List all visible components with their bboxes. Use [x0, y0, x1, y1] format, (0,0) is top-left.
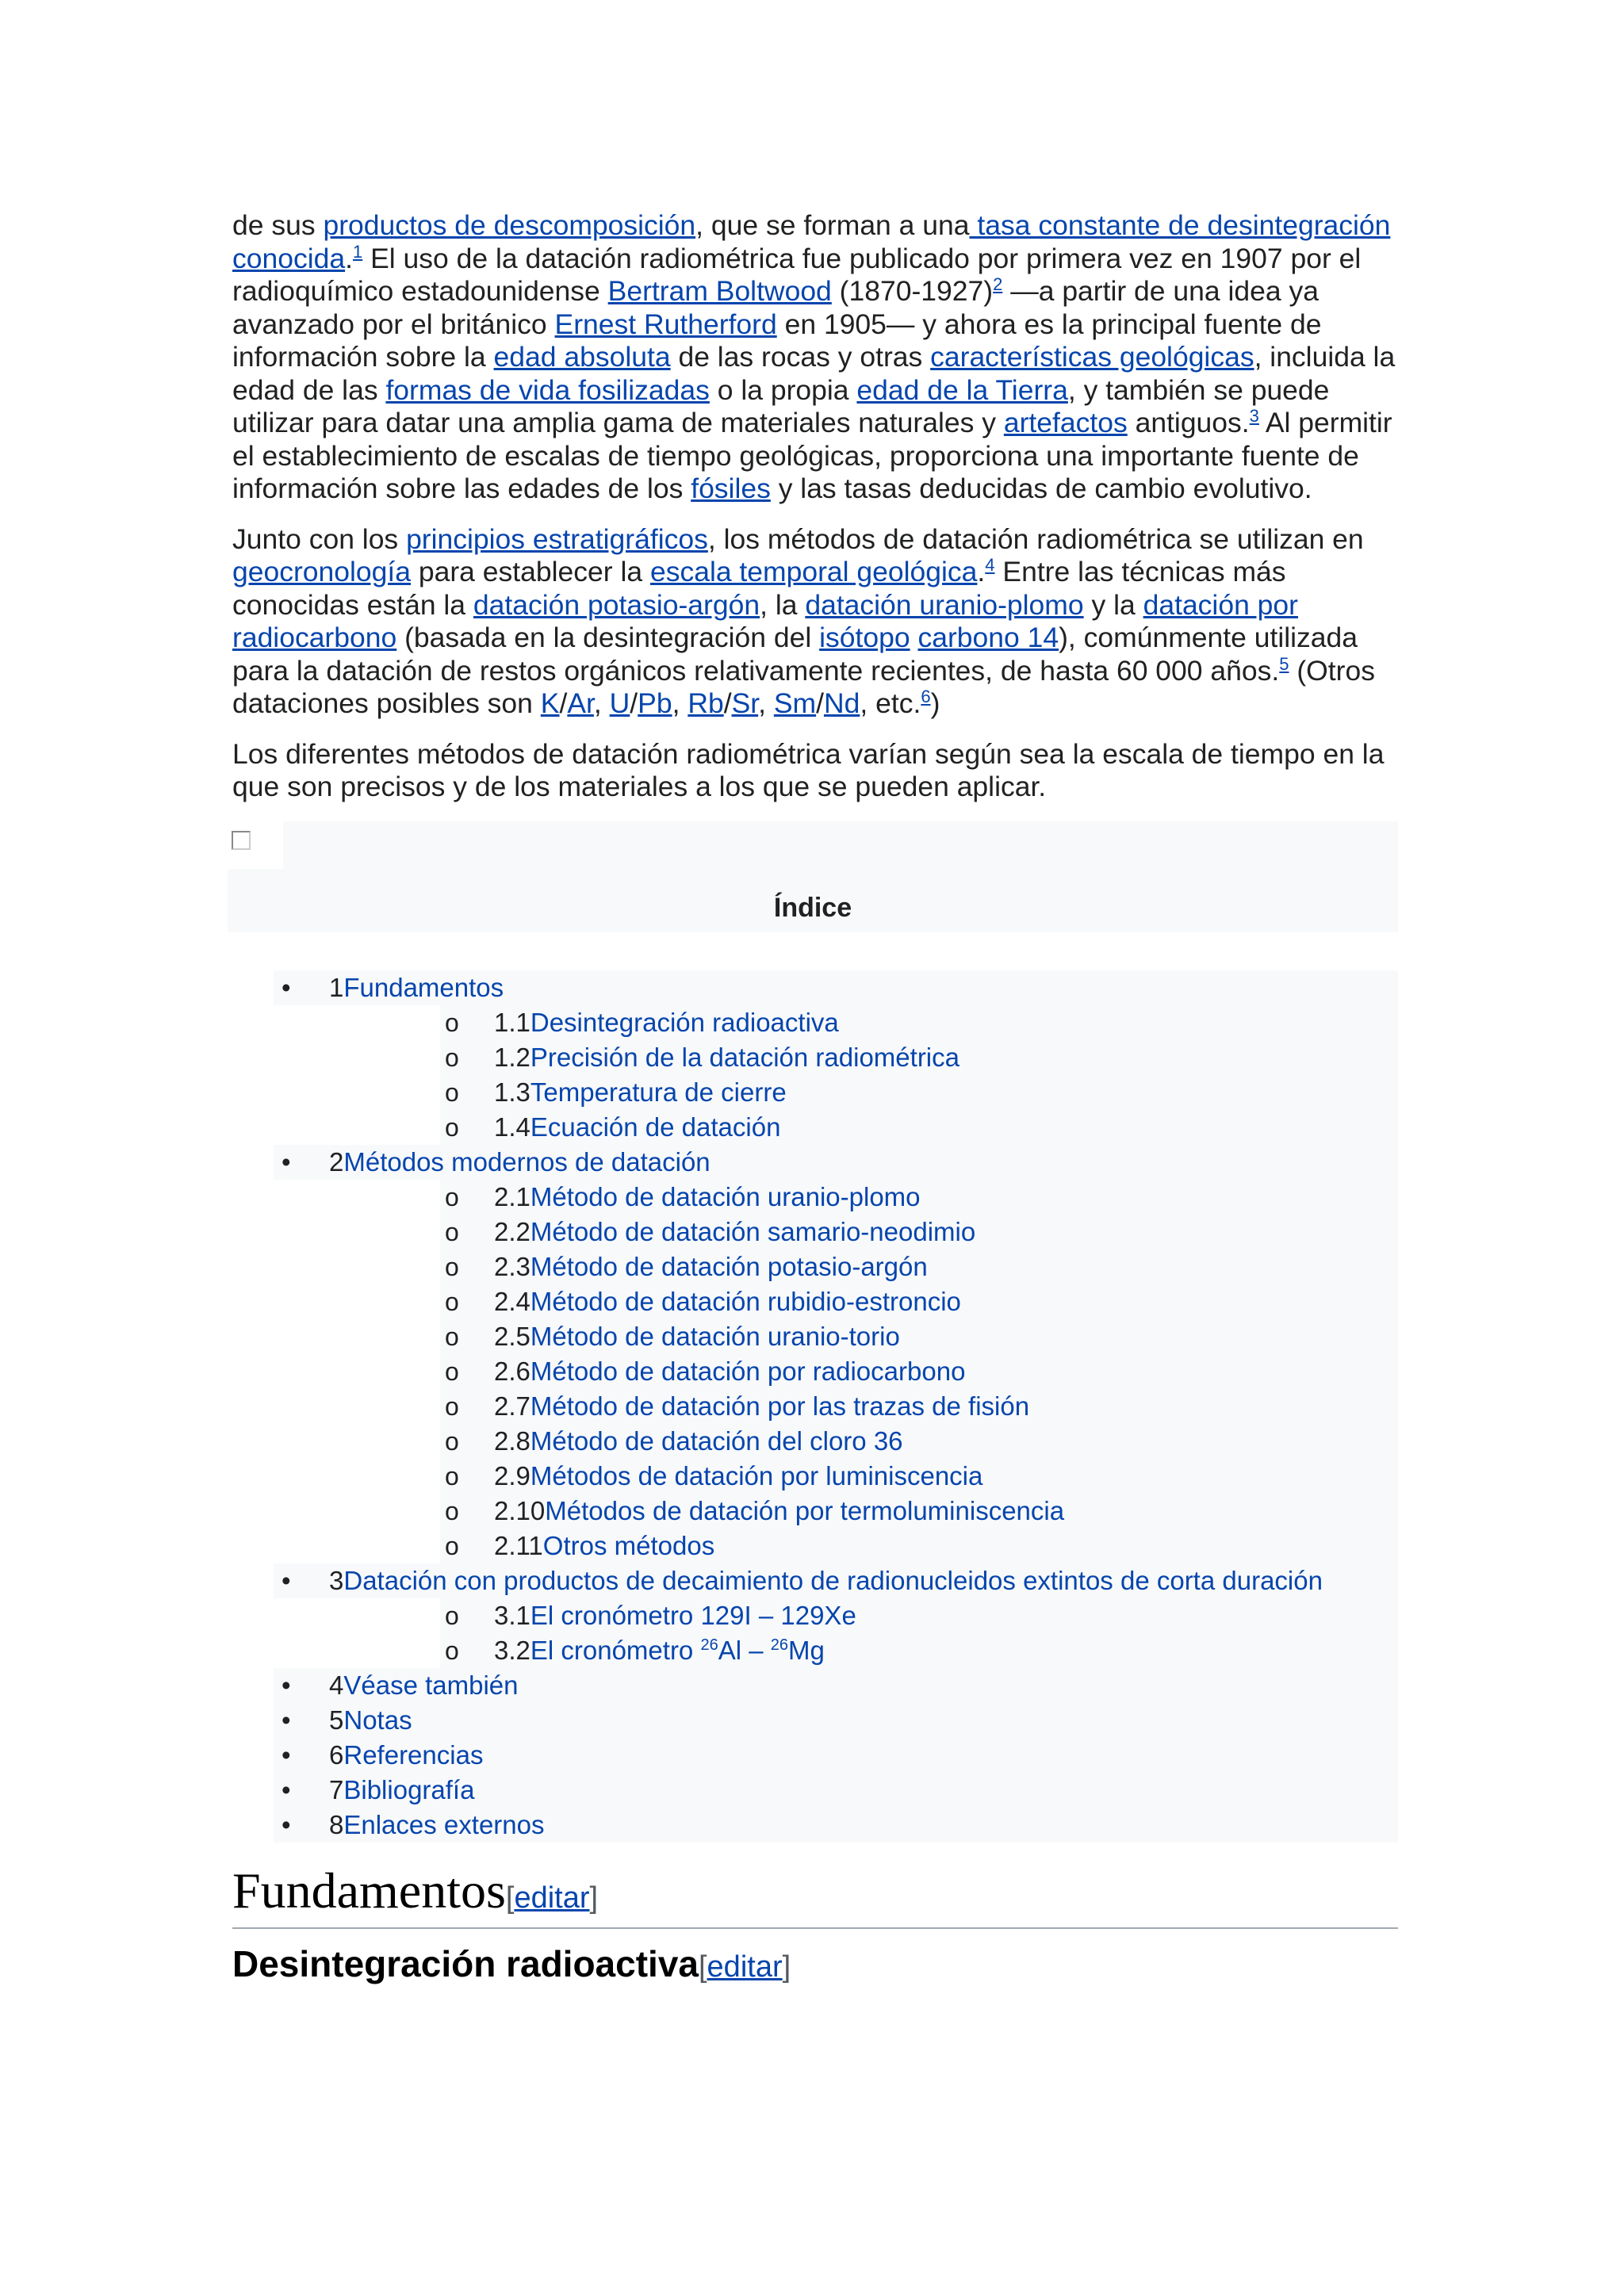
list-bullet: • [282, 1705, 291, 1735]
toc-item[interactable] [232, 1249, 1398, 1284]
toc-number: 1.4 [494, 1112, 530, 1142]
ref-2[interactable] [993, 274, 1002, 294]
ref-link[interactable]: 2 [993, 274, 1003, 295]
toc-item[interactable] [232, 1319, 1398, 1354]
toc-number: 2.3 [494, 1251, 530, 1281]
toc-link[interactable]: Métodos de datación por luminiscencia [530, 1460, 983, 1490]
toc-number: 4 [329, 1670, 344, 1700]
list-bullet: o [445, 1636, 459, 1665]
ref-link[interactable]: 3 [1249, 406, 1259, 427]
toc-item[interactable] [232, 1145, 1398, 1180]
list-bullet: • [282, 1774, 291, 1804]
text: y las tasas deducidas de cambio evolutivo. [770, 473, 1312, 504]
link-isotopo[interactable]: isótopo [819, 622, 910, 653]
toc-link[interactable]: Datación con productos de decaimiento de radionucleidos extintos de corta duración [343, 1565, 1323, 1595]
text: ) [930, 687, 940, 719]
toc-item-text [494, 1180, 921, 1215]
toc-link[interactable]: Métodos de datación por termoluminiscencia [545, 1495, 1065, 1525]
text: Junto con los [232, 522, 407, 555]
toc-link[interactable]: Método de datación del cloro 36 [530, 1425, 903, 1456]
toc-item[interactable] [232, 1773, 1398, 1808]
list-bullet: o [445, 1357, 459, 1386]
link-ar[interactable]: Ar [567, 687, 594, 719]
toc-item-text [494, 1249, 928, 1284]
text: . [345, 242, 353, 274]
link-pb[interactable]: Pb [638, 687, 672, 719]
toc-item-text [329, 1145, 710, 1180]
toc-link[interactable]: Enlaces externos [343, 1809, 545, 1839]
ref-4[interactable] [985, 555, 994, 575]
toc-item[interactable] [232, 1005, 1398, 1040]
list-bullet: • [282, 1809, 291, 1839]
toc-number: 2.9 [494, 1460, 530, 1490]
bracket: ] [782, 1950, 791, 1984]
ref-link[interactable]: 1 [352, 241, 363, 262]
text: en 1905— y ahora es la principal fuente de información sobre la [232, 308, 1322, 373]
toc-number: 1 [329, 972, 344, 1002]
toc-link[interactable]: Método de datación uranio-torio [530, 1321, 900, 1351]
toc-item[interactable] [232, 1389, 1398, 1424]
bracket: [ [505, 1881, 515, 1915]
ref-link[interactable]: 4 [985, 555, 995, 576]
text: El uso de la datación radiométrica fue publicado por primera vez en 1907 por el radioquímico estadounidense [232, 242, 1362, 307]
toc-link[interactable]: Método de datación uranio-plomo [530, 1181, 921, 1211]
bracket: ] [589, 1881, 599, 1915]
toc-link[interactable]: Véase también [343, 1670, 519, 1700]
text: de las rocas y otras [670, 341, 931, 373]
text: —a partir de una idea ya avanzado por el británico [232, 275, 1319, 340]
list-bullet: • [282, 1565, 291, 1595]
toc-number: 1.2 [494, 1042, 530, 1072]
text: , [593, 687, 610, 719]
ref-link[interactable]: 6 [921, 687, 931, 707]
toc-link[interactable]: Referencias [343, 1739, 484, 1770]
list-bullet: • [282, 1739, 291, 1770]
toc-link[interactable]: Temperatura de cierre [530, 1077, 787, 1107]
list-bullet: o [445, 1601, 459, 1630]
toc-item-text [329, 1808, 545, 1843]
link-formas-vida-fosilizadas[interactable]: formas de vida fosilizadas [385, 373, 710, 406]
bracket: [ [698, 1950, 707, 1984]
article-content [232, 209, 1398, 1989]
toc-number: 2 [329, 1146, 344, 1177]
toc-list [232, 970, 1398, 1843]
list-bullet: • [282, 972, 291, 1002]
toc-item[interactable] [232, 1110, 1398, 1145]
text: , la [760, 588, 806, 621]
heading-desintegracion-radioactiva [232, 1942, 1398, 1989]
list-bullet: o [445, 1391, 459, 1421]
toc-link[interactable]: Bibliografía [343, 1774, 475, 1804]
link-geocronologia[interactable]: geocronología [232, 556, 412, 587]
toc-link[interactable]: Método de datación samario-neodimio [530, 1216, 976, 1246]
ref-3[interactable] [1250, 406, 1259, 426]
toc-number: 2.8 [494, 1425, 530, 1456]
toc-item-text [494, 1354, 965, 1389]
link-bertram-boltwood[interactable]: Bertram Boltwood [607, 275, 832, 307]
link-principios-estratigraficos[interactable]: principios estratigráficos [406, 522, 708, 555]
text: antiguos. [1127, 407, 1250, 438]
text: , incluida la edad de las [232, 341, 1396, 406]
list-bullet: o [445, 1112, 459, 1142]
link-artefactos[interactable]: artefactos [1003, 407, 1128, 438]
heading-text: Desintegración radioactiva [232, 1942, 699, 1984]
text: , [672, 687, 688, 719]
text: Entre las técnicas más conocidas están la [232, 556, 1286, 621]
toc-link[interactable]: Método de datación por las trazas de fisión [530, 1391, 1030, 1421]
list-bullet: o [445, 1496, 459, 1525]
paragraph-1 [232, 209, 1398, 506]
edit-link[interactable]: editar [514, 1881, 590, 1915]
link-fosiles[interactable]: fósiles [691, 473, 771, 504]
text: , los métodos de datación radiométrica se utilizan en [707, 522, 1364, 555]
toc-link[interactable]: Método de datación por radiocarbono [530, 1356, 966, 1386]
list-bullet: o [445, 1043, 459, 1072]
toc-item[interactable] [232, 1494, 1398, 1529]
toc-item-text [494, 1494, 1064, 1529]
edit-section [506, 1881, 598, 1915]
text: , que se forman a una [695, 209, 970, 241]
list-bullet: o [445, 1531, 459, 1560]
toc-item[interactable] [232, 1424, 1398, 1459]
link-productos-descomposicion[interactable]: productos de descomposición [323, 209, 696, 241]
toc-number: 3 [329, 1565, 344, 1595]
heading-text: Fundamentos [232, 1862, 506, 1919]
toc-number: 1.1 [494, 1007, 530, 1037]
text: / [559, 687, 568, 719]
toc-item-background [274, 1703, 1398, 1738]
link-edad-tierra[interactable]: edad de la Tierra [856, 373, 1068, 406]
list-bullet: o [445, 1182, 459, 1211]
toc-item[interactable] [232, 1738, 1398, 1773]
superscript: 26 [770, 1636, 789, 1654]
toc-item[interactable] [232, 1075, 1398, 1110]
list-bullet: o [445, 1217, 459, 1246]
toc-number: 2.4 [494, 1286, 530, 1316]
toc-link[interactable]: Otros métodos [542, 1530, 715, 1560]
text: , y también se puede utilizar para datar una amplia gama de materiales naturales y [232, 373, 1330, 438]
link-datacion-radiocarbono[interactable]: datación por radiocarbono [232, 588, 1298, 653]
link-rb[interactable]: Rb [688, 687, 724, 719]
link-sm[interactable]: Sm [773, 687, 817, 719]
toc-item-text [494, 1424, 903, 1459]
toc-title: Índice [773, 892, 852, 923]
list-bullet: • [282, 1670, 291, 1700]
toc-number: 3.2 [494, 1635, 530, 1665]
link-edad-absoluta[interactable]: edad absoluta [493, 341, 671, 373]
toc-item[interactable] [232, 1354, 1398, 1389]
toc-number: 2.1 [494, 1181, 530, 1211]
link-ernest-rutherford[interactable]: Ernest Rutherford [554, 308, 777, 340]
edit-section [699, 1950, 791, 1984]
link-nd[interactable]: Nd [823, 687, 860, 719]
toc-number: 3.1 [494, 1600, 530, 1630]
toc-item[interactable] [232, 1633, 1398, 1668]
toc-number: 2.7 [494, 1391, 530, 1421]
list-bullet: o [445, 1252, 459, 1281]
text: . [977, 556, 986, 587]
toc-item-text [494, 1110, 780, 1145]
toc-item[interactable] [232, 1563, 1398, 1598]
toc-number: 7 [329, 1774, 344, 1804]
toc-number: 5 [329, 1705, 344, 1735]
toc-number: 8 [329, 1809, 344, 1839]
ref-6[interactable] [921, 687, 930, 706]
link-u[interactable]: U [609, 687, 630, 719]
toc-item[interactable] [232, 1215, 1398, 1249]
text: Al permitir el establecimiento de escalas de tiempo geológicas, proporciona una importante fuente de información sobre las edades de los [232, 407, 1392, 504]
list-bullet: o [445, 1077, 459, 1107]
toc-link[interactable]: Notas [343, 1705, 412, 1735]
toc-header [228, 821, 1398, 932]
toc-link[interactable]: Fundamentos [343, 972, 504, 1002]
link-escala-temporal-geologica[interactable]: escala temporal geológica [649, 556, 978, 587]
ref-1[interactable] [353, 242, 362, 262]
toc-link[interactable]: Precisión de la datación radiométrica [530, 1042, 959, 1072]
toc-item[interactable] [232, 1529, 1398, 1563]
toc-item[interactable] [232, 1703, 1398, 1738]
toc-link[interactable] [530, 1636, 825, 1665]
paragraph-3: Los diferentes métodos de datación radiométrica varían según sea la escala de tiempo en la que son precisos y de los materiales a los que se pueden aplicar. [232, 737, 1385, 802]
toc-link[interactable]: Método de datación potasio-argón [530, 1251, 928, 1281]
toc-item[interactable] [232, 970, 1398, 1005]
text: de sus [232, 209, 324, 241]
toc-link[interactable]: Desintegración radioactiva [530, 1007, 839, 1037]
toc-number: 1.3 [494, 1077, 530, 1107]
link-caracteristicas-geologicas[interactable]: características geológicas [930, 341, 1254, 373]
toc-link[interactable]: Métodos modernos de datación [343, 1146, 710, 1177]
link-tasa-constante[interactable]: tasa constante de desintegración conocida [232, 209, 1391, 274]
link-k[interactable]: K [540, 687, 560, 719]
toc-item-text [329, 1738, 483, 1773]
text: ), comúnmente utilizada para la datación de restos orgánicos relativamente recientes, de hasta 60 000 años. [232, 622, 1358, 687]
toc-number: 2.11 [494, 1530, 543, 1560]
toc-item-text [494, 1075, 787, 1110]
toc-item[interactable] [232, 1180, 1398, 1215]
toc-link-text: El cronómetro [530, 1635, 701, 1665]
text: y la [1083, 588, 1143, 621]
ref-link[interactable]: 5 [1279, 653, 1289, 674]
list-bullet: o [445, 1461, 459, 1490]
toc-item-text [329, 970, 504, 1005]
toc-link[interactable]: Método de datación rubidio-estroncio [530, 1286, 961, 1316]
link-datacion-uranio-plomo[interactable]: datación uranio-plomo [805, 588, 1084, 621]
toc-link[interactable]: El cronómetro 129I – 129Xe [530, 1600, 856, 1630]
toc-link-text: Mg [788, 1635, 825, 1665]
toc-link-text: Al – [718, 1635, 771, 1665]
toc-item-text [494, 1529, 714, 1563]
text: / [630, 687, 638, 719]
text: (Otros dataciones posibles son [232, 654, 1375, 719]
link-carbono-14[interactable]: carbono 14 [917, 622, 1059, 653]
superscript: 26 [700, 1636, 718, 1654]
toc-item-text [494, 1319, 900, 1354]
toc-item-text [494, 1598, 856, 1633]
text: (1870-1927) [831, 275, 994, 307]
toc-item-text [494, 1040, 959, 1075]
toc-item-text [329, 1773, 474, 1808]
text: para establecer la [411, 556, 650, 587]
text: o la propia [709, 373, 857, 406]
list-bullet: o [445, 1426, 459, 1456]
text: / [816, 687, 824, 719]
toc-toggle[interactable] [228, 821, 283, 869]
text [910, 622, 918, 653]
list-bullet: • [282, 1146, 291, 1177]
text: , etc. [860, 687, 921, 719]
toc-link[interactable]: Ecuación de datación [530, 1112, 781, 1142]
toc-item[interactable] [232, 1040, 1398, 1075]
toc-item[interactable] [232, 1808, 1398, 1843]
link-datacion-potasio-argon[interactable]: datación potasio-argón [473, 588, 760, 621]
list-bullet: o [445, 1287, 459, 1316]
paragraph-2 [232, 523, 1398, 721]
toc-item-text [494, 1284, 961, 1319]
toc-item-text [494, 1459, 982, 1494]
toc-item-text [494, 1005, 839, 1040]
checkbox-icon[interactable] [232, 831, 251, 850]
heading-fundamentos [232, 1863, 1398, 1929]
text: , [758, 687, 774, 719]
toc-number: 2.5 [494, 1321, 530, 1351]
toc-item[interactable] [232, 1459, 1398, 1494]
toc-number: 2.2 [494, 1216, 530, 1246]
toc-item[interactable] [232, 1284, 1398, 1319]
toc-item-text [329, 1668, 519, 1703]
toc-item-text [329, 1703, 412, 1738]
list-bullet: o [445, 1008, 459, 1037]
ref-5[interactable] [1279, 654, 1289, 674]
list-bullet: o [445, 1322, 459, 1351]
toc-item-text [494, 1633, 825, 1668]
toc-number: 2.6 [494, 1356, 530, 1386]
text: (basada en la desintegración del [396, 622, 820, 653]
text: / [723, 687, 732, 719]
toc-number: 2.10 [494, 1495, 546, 1525]
toc-item[interactable] [232, 1598, 1398, 1633]
link-sr[interactable]: Sr [731, 687, 759, 719]
toc-number: 6 [329, 1739, 344, 1770]
toc-item-text [494, 1389, 1029, 1424]
toc-item[interactable] [232, 1668, 1398, 1703]
toc-item-text [494, 1215, 975, 1249]
edit-link[interactable]: editar [707, 1950, 783, 1984]
toc-item-text [329, 1563, 1323, 1598]
